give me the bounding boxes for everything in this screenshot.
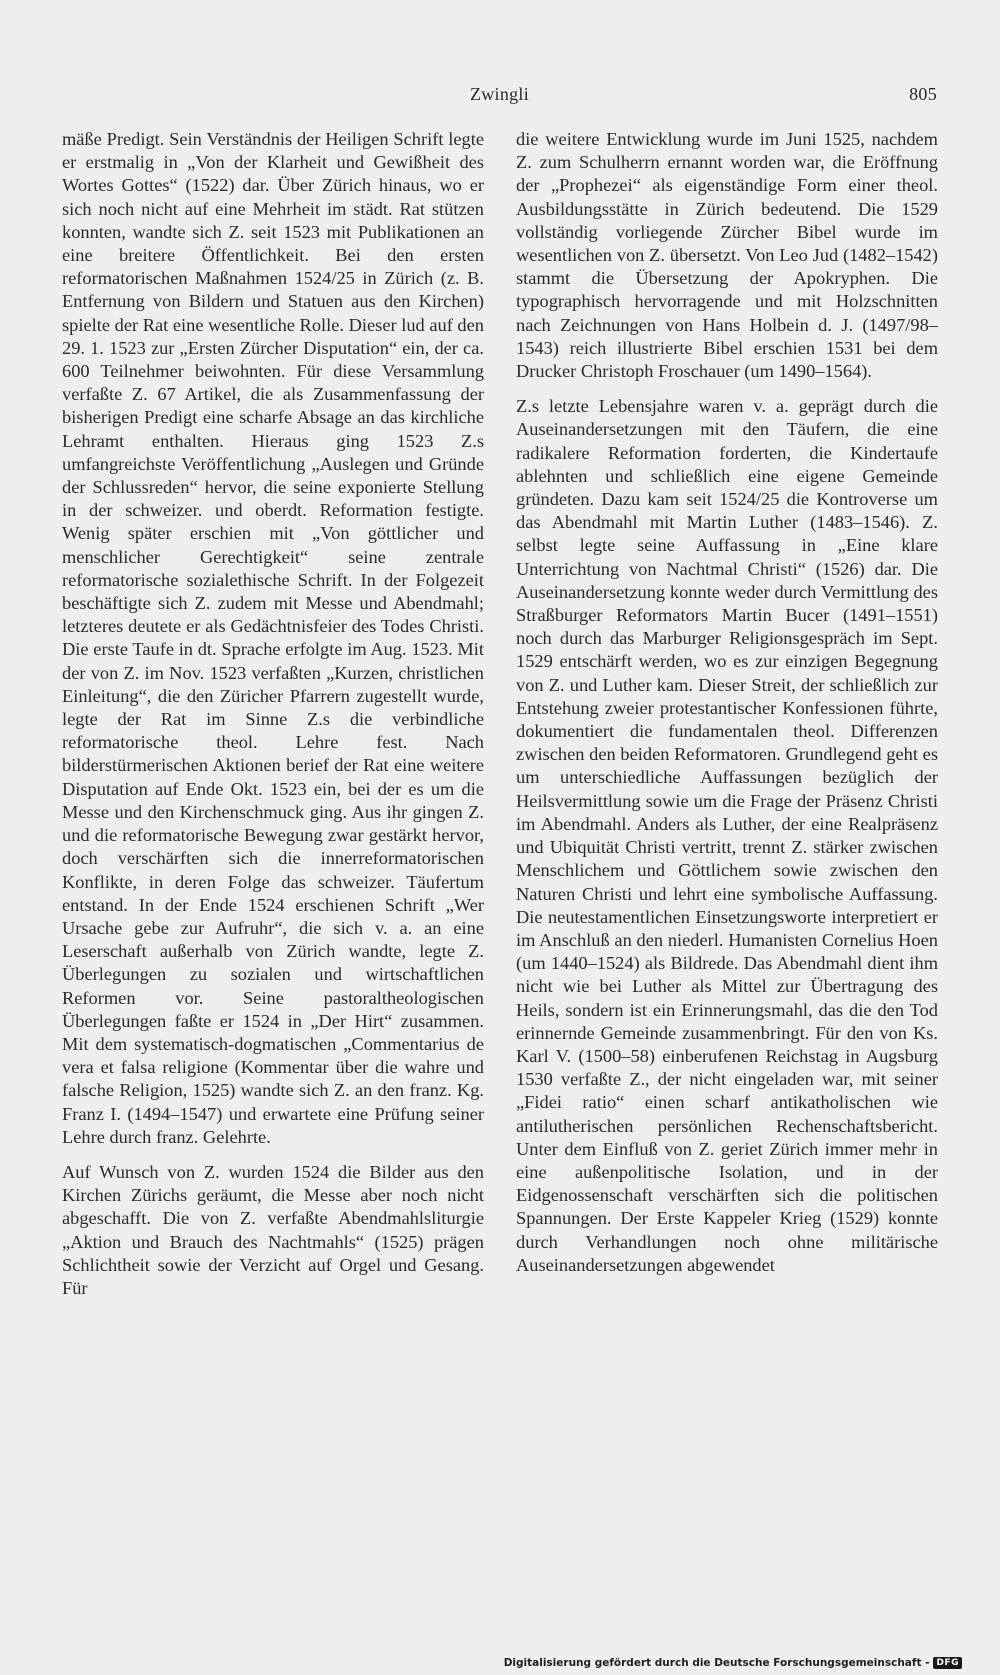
paragraph: Z.s letzte Lebensjahre waren v. a. geprägt durch die Auseinandersetzungen mit den Täufern, die eine radikalere Reformation forderten, die Kindertaufe ablehnten und schließlich eine eigene Gemeinde gründeten. Dazu kam seit 1524/25 die Kontroverse um das Abendmahl mit Martin Luther (1483–1546). Z. selbst legte seine Auffassung in „Eine klare Unterrichtung von Nachtmal Christi“ (1526) dar. Die Auseinandersetzung konnte weder durch Vermittlung des Straßburger Reformators Martin Bucer (1491–1551) noch durch das Marburger Religionsgespräch im Sept. 1529 entschärft werden, wo es zur einzigen Begegnung von Z. und Luther kam. Dieser Streit, der schließlich zur Entstehung zweier protestantischer Konfessionen führte, dokumentiert die fundamentalen theol. Differenzen zwischen den beiden Reformatoren. Grundlegend geht es um unterschiedliche Auffassungen bezüglich der Heilsvermittlung sowie um die Frage der Präsenz Christi im Abendmahl. Anders als Luther, der eine Realpräsenz und Ubiquität Christi vertritt, trennt Z. stärker zwischen Menschlichem und Göttlichem sowie zwischen den Naturen Christi und lehrt eine symbolische Auffassung. Die neutestamentlichen Einsetzungsworte interpretiert er im Anschluß an den niederl. Humanisten Cornelius Hoen (um 1440–1524) als Bildrede. Das Abendmahl dient ihm nicht wie bei Luther als Mittel zur Übertragung des Heils, sondern ist ein Erinnerungsmahl, das die den Tod erinnernde Gemeinde zusammenbringt. Für den von Ks. Karl V. (1500–58) einberufenen Reichstag in Augsburg 1530 verfaßte Z., der nicht eingeladen war, mit seiner „Fidei ratio“ einen scharf antikatholischen wie antilutherischen persönlichen Rechenschaftsbericht. Unter dem Einfluß von Z. geriet Zürich immer mehr in eine außenpolitische Isolation, und in der Eidgenossenschaft verschärften sich die politischen Spannungen. Der Erste Kappeler Krieg (1529) konnte durch Verhandlungen noch ohne militärische Auseinandersetzungen abgewendet xyxy=(516,396,938,1275)
digitization-footer xyxy=(504,1657,962,1669)
right-column xyxy=(516,128,938,1289)
dfg-logo: DFG xyxy=(933,1657,962,1669)
running-header xyxy=(62,84,937,112)
running-title: Zwingli xyxy=(469,84,530,104)
paragraph: Auf Wunsch von Z. wurden 1524 die Bilder aus den Kirchen Zürichs geräumt, die Messe aber noch nicht abgeschafft. Die von Z. verfaßte Abendmahlsliturgie „Aktion und Brauch des Nachtmahls“ (1525) prägen Schlichtheit sowie der Verzicht auf Orgel und Gesang. Für xyxy=(62,1161,484,1298)
footer-text: Digitalisierung gefördert durch die Deutsche Forschungsgemeinschaft - xyxy=(503,1657,930,1669)
page-number: 805 xyxy=(909,84,937,104)
left-column xyxy=(62,128,484,1312)
paragraph: die weitere Entwicklung wurde im Juni 1525, nachdem Z. zum Schulherrn ernannt worden war, die Eröffnung der „Prophezei“ als eigenständige Form einer theol. Ausbildungsstätte in Zürich bedeutend. Die 1529 vollständig vorliegende Zürcher Bibel wurde im wesentlichen von Z. übersetzt. Von Leo Jud (1482–1542) stammt die Übersetzung der Apokryphen. Die typographisch hervorragende und mit Holzschnitten nach Zeichnungen von Hans Holbein d. J. (1497/98–1543) reich illustrierte Bibel erschien 1531 bei dem Drucker Christoph Froschauer (um 1490–1564). xyxy=(516,129,938,382)
paragraph: mäße Predigt. Sein Verständnis der Heiligen Schrift legte er erstmalig in „Von der Klarheit und Gewißheit des Wortes Gottes“ (1522) dar. Über Zürich hinaus, wo er sich noch nicht auf eine Mehrheit im städt. Rat stützen konnten, wandte sich Z. seit 1523 mit Publikationen an eine breitere Öffentlichkeit. Bei den ersten reformatorischen Maßnahmen 1524/25 in Zürich (z. B. Entfernung von Bildern und Statuen aus den Kirchen) spielte der Rat eine wesentliche Rolle. Dieser lud auf den 29. 1. 1523 zur „Ersten Zürcher Disputation“ ein, der ca. 600 Teilnehmer beiwohnten. Für diese Versammlung verfaßte Z. 67 Artikel, die als Zusammenfassung der bisherigen Predigt eine scharfe Absage an das kirchliche Lehramt enthalten. Hieraus ging 1523 Z.s umfangreichste Veröffentlichung „Auslegen und Gründe der Schlussreden“ hervor, die seine exponierte Stellung in der schweizer. und oberdt. Reformation festigte. Wenig später erschien mit „Von göttlicher und menschlicher Gerechtigkeit“ seine zentrale reformatorische sozialethische Schrift. In der Folgezeit beschäftigte sich Z. zudem mit Messe und Abendmahl; letzteres deutete er als Gedächtnisfeier des Todes Christi. Die erste Taufe in dt. Sprache erfolgte im Aug. 1523. Mit der von Z. im Nov. 1523 verfaßten „Kurzen, christlichen Einleitung“, die den Züricher Pfarrern zugestellt wurde, legte der Rat im Sinne Z.s die verbindliche reformatorische theol. Lehre fest. Nach bilderstürmerischen Aktionen berief der Rat eine weitere Disputation auf Ende Okt. 1523 ein, bei der es um die Messe und den Kirchenschmuck ging. Aus ihr gingen Z. und die reformatorische Bewegung zwar gestärkt hervor, doch verschärften sich die innerreformatorischen Konflikte, in deren Folge das schweizer. Täufertum entstand. In der Ende 1524 erschienen Schrift „Wer Ursache gebe zur Aufruhr“, die sich v. a. an eine Leserschaft außerhalb von Zürich wandte, legte Z. Überlegungen zu sozialen und wirtschaftlichen Reformen vor. Seine pastoraltheologischen Überlegungen faßte er 1524 in „Der Hirt“ zusammen. Mit dem systematisch-dogmatischen „Commentarius de vera et falsa religione (Kommentar über die wahre und falsche Religion, 1525) wandte sich Z. an den franz. Kg. Franz I. (1494–1547) und erwartete eine Prüfung seiner Lehre durch franz. Gelehrte. xyxy=(62,129,484,1147)
